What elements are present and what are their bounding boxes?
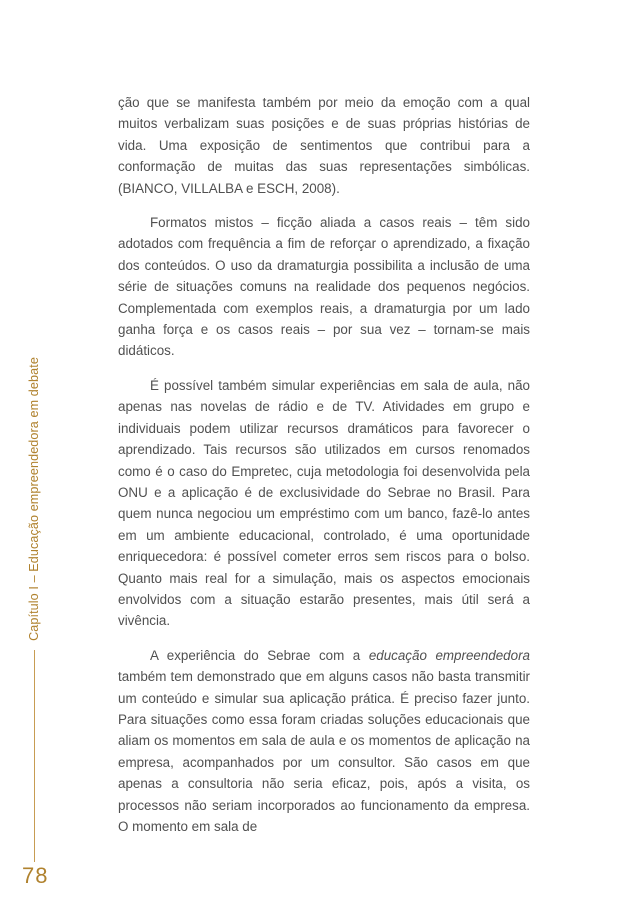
running-header-text: Capítulo I – Educação empreendedora em debate xyxy=(27,357,41,641)
running-header xyxy=(24,352,44,646)
page-number: 78 xyxy=(22,863,49,888)
margin-rule xyxy=(34,650,35,862)
paragraph: Formatos mistos – ficção aliada a casos reais – têm sido adotados com frequência a fim de reforçar o aprendizado, a fixação dos conteúdos. O uso da dramaturgia possibilita a inclusão de uma série de situações comuns na realidade dos pequenos negócios. Complementada com exemplos reais, a dramaturgia por um lado ganha força e os casos reais – por sua vez – tornam-se mais didáticos. xyxy=(118,215,530,359)
emphasized-term: educação empreendedora xyxy=(368,647,530,663)
paragraph: ção que se manifesta também por meio da emoção com a qual muitos verbalizam suas posições e de suas próprias histórias de vida. Uma exposição de sentimentos que contribui para a conformação de muitas das suas representações simbólicas. (BIANCO, VILLALBA e ESCH, 2008). xyxy=(118,95,530,196)
paragraph-text: A experiência do Sebrae com a xyxy=(150,647,369,663)
paragraph: É possível também simular experiências em sala de aula, não apenas nas novelas de rádio e de TV. Atividades em grupo e individuais podem utilizar recursos dramáticos para favorecer o aprendizado. Tais recursos são utilizados em cursos renomados como é o caso do Empretec, cuja metodologia foi desenvolvida pela ONU e a aplicação é de exclusividade do Sebrae no Brasil. Para quem nunca negociou um empréstimo com um banco, fazê-lo antes em um ambiente educacional, controlado, é uma oportunidade enriquecedora: é possível cometer erros sem riscos para o bolso. Quanto mais real for a simulação, mais os aspectos emocionais envolvidos com a situação estarão presentes, mais útil será a vivência. xyxy=(118,377,530,629)
paragraph-text: também tem demonstrado que em alguns casos não basta transmitir um conteúdo e simular sua aplicação prática. É preciso fazer junto. Para situações como essa foram criadas soluções educacionais que aliam os momentos em sala de aula e os momentos de aplicação na empresa, acompanhados por um consultor. São casos em que apenas a consultoria não seria eficaz, pois, após a visita, os processos não seriam incorporados ao funcionamento da empresa. O momento em sala de xyxy=(118,669,530,834)
body-text xyxy=(118,92,530,837)
paragraph xyxy=(118,645,530,838)
